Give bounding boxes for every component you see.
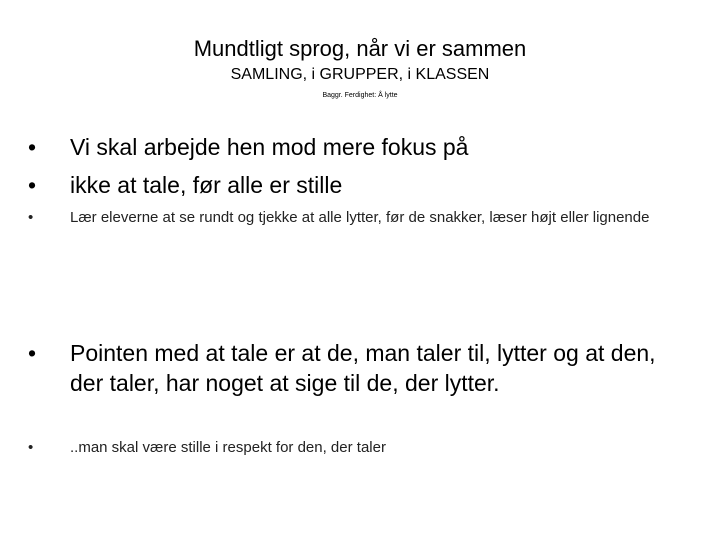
bullet-item: [28, 170, 688, 200]
bullet-item: [28, 132, 688, 162]
bullet-icon: •: [28, 209, 34, 226]
slide-subtitle: SAMLING, i GRUPPER, i KLASSEN: [230, 66, 490, 83]
bullet-item: [28, 438, 688, 458]
bullet-icon: •: [28, 172, 37, 198]
bullet-text: ikke at tale, før alle er stille: [70, 172, 343, 198]
bullet-text: ..man skal være stille i respekt for den, der taler: [70, 439, 386, 456]
slide-title: Mundtligt sprog, når vi er sammen: [193, 36, 527, 61]
bullet-icon: •: [28, 340, 37, 366]
bullet-icon: •: [28, 134, 37, 160]
bullet-item: [28, 208, 688, 228]
bullet-icon: •: [28, 439, 34, 456]
bullet-item: [28, 338, 688, 398]
bullet-text: Pointen med at tale er at de, man taler til, lytter og at den, der taler, har noget at sige til de, der lytter.: [70, 340, 656, 396]
slide-caption: Baggr. Ferdighet: Å lytte: [322, 92, 398, 99]
bullet-text: Vi skal arbejde hen mod mere fokus på: [70, 134, 469, 160]
bullet-text: Lær eleverne at se rundt og tjekke at alle lytter, før de snakker, læser højt eller lignende: [70, 209, 650, 226]
